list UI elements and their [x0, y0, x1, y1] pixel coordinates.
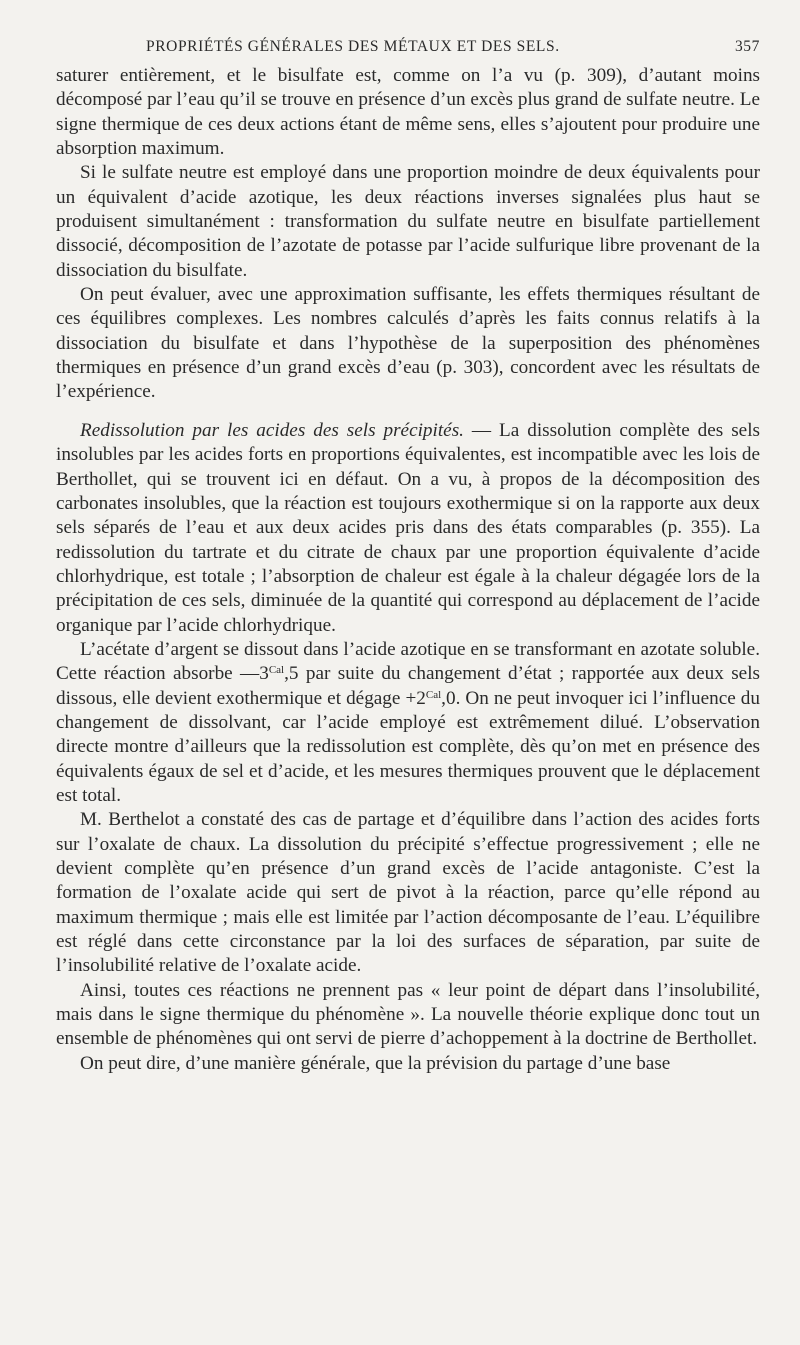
- paragraph-5-part-b: ,5 par suite du changement d’état ; rapportée aux deux sels dissous, elle devient exothermique et dégage +2: [56, 663, 760, 709]
- unit-superscript-1: Cal: [268, 664, 285, 677]
- running-title: PROPRIÉTÉS GÉNÉRALES DES MÉTAUX ET DES SELS.: [146, 38, 560, 55]
- paragraph-5-part-c: ,0. On ne peut invoquer ici l’influence du changement de dissolvant, car l’acide employé est extrêmement dilué. L’observation directe montre d’ailleurs que la redissolution est complète, dès qu’on met en présence des équivalents égaux de sel et d’acide, et les mesures thermiques prouvent que le déplacement est total.: [56, 687, 760, 806]
- running-header: [146, 38, 760, 64]
- paragraph-4: [56, 419, 760, 638]
- paragraph-3: On peut évaluer, avec une approximation suffisante, les effets thermiques résultant de ces équilibres complexes. Les nombres calculés d’après les faits connus relatifs à la dissociation du bisulfate et dans l’hypothèse de la superposition des phénomènes thermiques en présence d’un grand excès d’eau (p. 303), concordent avec les résultats de l’expérience.: [56, 284, 760, 403]
- paragraph-1: saturer entièrement, et le bisulfate est, comme on l’a vu (p. 309), d’autant moins décomposé par l’eau qu’il se trouve en présence d’un excès plus grand de sulfate neutre. Le signe thermique de ces deux actions étant de même sens, elles s’ajoutent pour produire une absorption maximum.: [56, 65, 760, 160]
- paragraph-8: On peut dire, d’une manière générale, que la prévision du partage d’une base: [80, 1052, 671, 1074]
- section-title: Redissolution par les acides des sels précipités.: [80, 419, 464, 441]
- paragraph-7: Ainsi, toutes ces réactions ne prennent pas « leur point de départ dans l’insolubilité, mais dans le signe thermique du phénomène ». La nouvelle théorie explique donc tout un ensemble de phénomènes qui ont servi de pierre d’achoppement à la doctrine de Berthollet.: [56, 979, 760, 1050]
- paragraph-5: [56, 638, 760, 808]
- paragraph-4-text: — La dissolution complète des sels insolubles par les acides forts en proportions équivalentes, est incompatible avec les lois de Berthollet, qui se trouvent ici en défaut. On a vu, à propos de la décomposition des carbonates insolubles, que la réaction est toujours exothermique si on la rapporte aux deux sels séparés de l’eau et aux deux acides pris dans des états comparables (p. 355). La redissolution du tartrate et du citrate de chaux par une proportion équivalente d’acide chlorhydrique, est totale ; l’absorption de chaleur est égale à la chaleur dégagée lors de la précipitation de ces sels, diminuée de la quantité qui correspond au déplacement de l’acide organique par l’acide chlorhydrique.: [56, 419, 760, 636]
- paragraph-2: Si le sulfate neutre est employé dans une proportion moindre de deux équivalents pour un équivalent d’acide azotique, les deux réactions inverses signalées plus haut se produisent simultanément : transformation du sulfate neutre en bisulfate partiellement dissocié, décomposition de l’azotate de potasse par l’acide sulfurique libre provenant de la dissociation du bisulfate.: [56, 162, 760, 281]
- page-number: 357: [734, 38, 760, 55]
- paragraph-6: M. Berthelot a constaté des cas de partage et d’équilibre dans l’action des acides forts sur l’oxalate de chaux. La dissolution du précipité s’effectue progressivement ; elle ne devient complète qu’en présence d’un grand excès de l’acide antagoniste. C’est la formation de l’oxalate acide qui sert de pivot à la réaction, parce qu’elle répond au maximum thermique ; mais elle est limitée par l’action décomposante de l’eau. L’équilibre est réglé dans cette circonstance par la loi des surfaces de séparation, par suite de l’insolubilité relative de l’oxalate acide.: [56, 809, 760, 977]
- body-text: [56, 64, 760, 1076]
- unit-superscript-2: Cal: [425, 688, 442, 701]
- paragraph-5-part-a: L’acétate d’argent se dissout dans l’acide azotique en se transformant en azotate soluble. Cette réaction absorbe —3: [56, 638, 760, 685]
